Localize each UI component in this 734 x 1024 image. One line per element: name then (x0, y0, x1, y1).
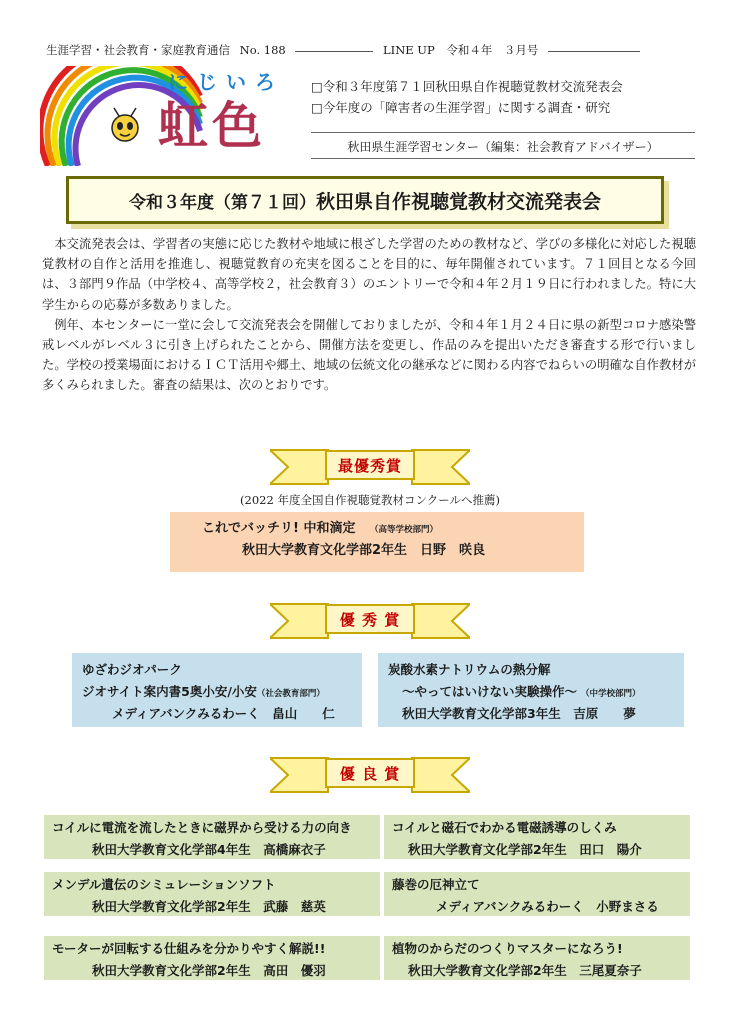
entry-title: 植物のからだのつくりマスターになろう! (392, 941, 623, 956)
publisher-name: 秋田県生涯学習センター（編集：社会教育アドバイザー） (347, 140, 659, 154)
intro-paragraph: 本交流発表会は、学習者の実態に応じた教材や地域に根ざした学習のための教材など、学びの多様化に対応した視聴覚教材の自作と活用を推進し、視聴覚教育の充実を図ることを目的に、毎年開催されています。７１回目となる今回は、３部門９作品（中学校４、高等学校２，社会教育３）のエントリーで令和４年２月１９日に行われました。特に大学生からの応募が多数ありました。 (42, 237, 696, 312)
entry-division: （中学校部門） (581, 689, 641, 699)
intro-paragraph: 例年、本センターに一堂に会して交流発表会を開催しておりましたが、令和４年１月２４日に県の新型コロナ感染警戒レベルがレベル３に引き上げられたことから、開催方法を変更し、作品のみを提出いただき審査する形で行いました。学校の授業場面におけるＩＣＴ活用や郷土、地域の伝統文化の継承などに関わる内容でねらいの明確な自作教材が多くみられました。審査の結果は、次のとおりです。 (42, 317, 696, 393)
divider (311, 132, 695, 133)
good-award-entry (384, 936, 690, 980)
good-award-entry (44, 815, 380, 859)
contents-list (311, 76, 623, 118)
entry-title: 炭酸水素ナトリウムの熱分解 (388, 662, 551, 677)
article-title (66, 176, 664, 224)
entry-author: 秋田大学教育文化学部2年生 三尾夏奈子 (408, 963, 642, 978)
intro-text (42, 234, 696, 396)
good-award-entry (384, 872, 690, 916)
entry-subtitle-line (388, 681, 684, 703)
newsletter-header-line (46, 42, 696, 60)
issue-number: No. 188 (239, 43, 286, 57)
title-main: 秋田県自作視聴覚教材交流発表会 (315, 190, 601, 213)
entry-subtitle-line (82, 681, 362, 703)
excellent-award-entry (378, 653, 684, 727)
entry-author: メディアバンクみるわーく 畠山 仁 (112, 706, 335, 721)
niji-iro-logo (40, 66, 295, 166)
best-award-entry (170, 512, 584, 572)
issue-date: 令和４年 ３月号 (446, 43, 539, 57)
good-award-ribbon (270, 752, 470, 798)
entry-title: メンデル遺伝のシミュレーションソフト (52, 877, 276, 892)
entry-author: 秋田大学教育文化学部2年生 高田 優羽 (92, 963, 326, 978)
series-name: 生涯学習・社会教育・家庭教育通信 (46, 43, 230, 57)
good-award-label: 優 良 賞 (325, 758, 415, 788)
logo-text: 虹色 (158, 97, 266, 155)
title-prefix: 令和３年度（第７１回） (128, 192, 316, 213)
good-award-entry (384, 815, 690, 859)
entry-division: （高等学校部門） (370, 525, 439, 535)
excellent-award-ribbon (270, 598, 470, 644)
entry-author: メディアバンクみるわーく 小野まさる (436, 899, 659, 914)
entry-author: 秋田大学教育文化学部4年生 高橋麻衣子 (92, 842, 326, 857)
logo-ruby: にじいろ (168, 70, 284, 94)
recommendation-note: (2022 年度全国自作視聴覚教材コンクールへ推薦) (240, 493, 500, 507)
entry-author: 秋田大学教育文化学部3年生 吉原 夢 (402, 706, 636, 721)
header-rule-right (548, 51, 640, 52)
entry-title: これでバッチリ! 中和滴定 (202, 521, 356, 536)
entry-title: 藤巻の厄神立て (392, 877, 480, 892)
contents-item: □今年度の「障害者の生涯学習」に関する調査・研究 (311, 100, 611, 115)
entry-author: 秋田大学教育文化学部2年生 日野 咲良 (242, 543, 486, 558)
entry-author: 秋田大学教育文化学部2年生 武藤 慈英 (92, 899, 326, 914)
best-award-ribbon (270, 444, 470, 490)
entry-title: モーターが回転する仕組みを分かりやすく解説!! (52, 941, 326, 956)
contents-item: □令和３年度第７１回秋田県自作視聴覚教材交流発表会 (311, 79, 623, 94)
entry-subtitle: ジオサイト案内書5奥小安/小安 (82, 684, 257, 699)
good-award-entry (44, 936, 380, 980)
good-award-entry (44, 872, 380, 916)
entry-title-line (202, 518, 584, 540)
best-award-label: 最優秀賞 (325, 450, 415, 480)
excellent-award-label: 優 秀 賞 (325, 604, 415, 634)
header-rule-left (295, 51, 373, 52)
entry-title: ゆざわジオパーク (82, 662, 182, 677)
entry-author: 秋田大学教育文化学部2年生 田口 陽介 (408, 842, 642, 857)
entry-subtitle: ～やってはいけない実験操作～ (402, 684, 578, 699)
divider (311, 158, 695, 159)
lineup-label: LINE UP (383, 43, 435, 57)
entry-title: コイルに電流を流したときに磁界から受ける力の向き (52, 820, 352, 835)
entry-division: （社会教育部門） (256, 689, 325, 699)
excellent-award-entry (72, 653, 362, 727)
entry-title: コイルと磁石でわかる電磁誘導のしくみ (392, 820, 617, 835)
